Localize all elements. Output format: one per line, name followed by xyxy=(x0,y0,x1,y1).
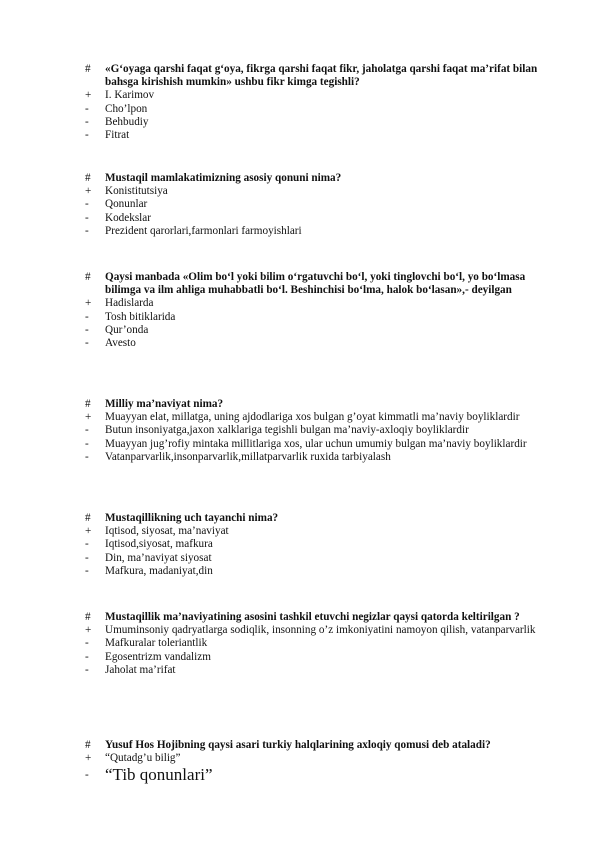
answer-option xyxy=(0,311,596,324)
answer-text: Vatanparvarlik,insonparvarlik,millatparvarlik ruxida tarbiyalash xyxy=(105,450,391,463)
answer-text: Butun insoniyatga,jaxon xalklariga tegishli bulgan ma’naviy-axloqiy boyliklardir xyxy=(105,424,469,437)
answer-text: Mafkura, madaniyat,din xyxy=(105,564,213,577)
question-marker: # xyxy=(85,512,91,524)
answer-marker: + xyxy=(85,185,92,198)
answer-text: Muayyan jug’rofiy mintaka millitlariga xos, ular uchun umumiy bulgan ma’naviy boyliklardir xyxy=(105,437,527,450)
answer-marker: - xyxy=(85,650,89,663)
answer-text: Qonunlar xyxy=(105,198,148,211)
answer-text: Mafkuralar toleriantlik xyxy=(105,637,208,650)
question-text: Yusuf Hos Hojibning qaysi asari turkiy halqlarining axloqiy qomusi deb ataladi? xyxy=(105,739,491,751)
answer-marker: - xyxy=(85,424,89,437)
question-block xyxy=(0,611,596,677)
question-line xyxy=(0,398,596,411)
answer-option xyxy=(0,89,596,102)
answer-marker: - xyxy=(85,437,89,450)
question-marker: # xyxy=(85,172,91,184)
answer-text: Hadislarda xyxy=(105,297,154,310)
answer-marker: + xyxy=(85,89,92,102)
answer-option xyxy=(0,651,596,664)
question-marker: # xyxy=(85,398,91,410)
answer-text: Prezident qarorlari,farmonlari farmoyishlari xyxy=(105,224,302,237)
answer-text: Muayyan elat, millatga, uning ajdodlariga xos bulgan g’oyat kimmatli ma’naviy boyliklardir xyxy=(105,411,520,424)
answer-option xyxy=(0,525,596,538)
answer-marker: - xyxy=(85,211,89,224)
answer-text: Behbudiy xyxy=(105,115,149,128)
answer-text: Iqtisod, siyosat, ma’naviyat xyxy=(105,525,229,538)
question-line xyxy=(0,611,596,624)
answer-marker: - xyxy=(85,224,89,237)
question-text: Mustaqillik ma’naviyatining asosini tashkil etuvchi negizlar qaysi qatorda keltirilgan ? xyxy=(105,611,520,623)
question-marker: # xyxy=(85,63,91,75)
question-line xyxy=(0,512,596,525)
answer-marker: - xyxy=(85,769,89,782)
answer-option xyxy=(0,324,596,337)
answer-option xyxy=(0,424,596,437)
answer-text: Avesto xyxy=(105,337,136,350)
question-text: Qaysi manbada «Olim bo‘l yoki bilim o‘rgatuvchi bo‘l, yoki tinglovchi bo‘l, yo bo‘lmasa bilimga va ilm ahliga muhabbatli bo‘l. Beshinchisi bo‘lma, halok bo‘lasan»,- deyilgan xyxy=(105,271,526,297)
question-line xyxy=(0,63,596,89)
question-block xyxy=(0,172,596,238)
answer-marker: - xyxy=(85,663,89,676)
answer-marker: - xyxy=(85,323,89,336)
answer-marker: + xyxy=(85,525,92,538)
answer-marker: - xyxy=(85,102,89,115)
answer-text: I. Karimov xyxy=(105,89,155,102)
answer-marker: + xyxy=(85,624,92,637)
answer-marker: - xyxy=(85,538,89,551)
answer-marker: - xyxy=(85,637,89,650)
answer-option xyxy=(0,129,596,142)
answer-text: Egosentrizm vandalizm xyxy=(105,650,211,663)
question-text: Mustaqil mamlakatimizning asosiy qonuni nima? xyxy=(105,172,342,184)
answer-text: “Tib qonunlari” xyxy=(105,765,213,785)
question-text: «G‘oyaga qarshi faqat g‘oya, fikrga qarshi faqat fikr, jaholatga qarshi faqat ma’rifat bilan bahsga kirishish mumkin» ushbu fikr kimga tegishli? xyxy=(105,63,538,89)
answer-option xyxy=(0,451,596,464)
question-block xyxy=(0,271,596,350)
question-marker: # xyxy=(85,271,91,283)
answer-option xyxy=(0,103,596,116)
answer-option xyxy=(0,297,596,310)
answer-text: Kodekslar xyxy=(105,211,151,224)
answer-option xyxy=(0,624,596,637)
question-block xyxy=(0,512,596,578)
answer-text: Tosh bitiklarida xyxy=(105,310,176,323)
answer-text: “Qutadg’u bilig” xyxy=(105,752,181,765)
answer-option xyxy=(0,337,596,350)
question-marker: # xyxy=(85,611,91,623)
answer-option xyxy=(0,538,596,551)
answer-option xyxy=(0,116,596,129)
answer-text: Umuminsoniy qadryatlarga sodiqlik, insonning o’z imkoniyatini namoyon qilish, vatanparvarlik xyxy=(105,624,536,637)
answer-option xyxy=(0,637,596,650)
answer-marker: + xyxy=(85,297,92,310)
answer-option xyxy=(0,225,596,238)
answer-text: Fitrat xyxy=(105,129,130,142)
question-text: Mustaqillikning uch tayanchi nima? xyxy=(105,512,279,524)
answer-marker: - xyxy=(85,551,89,564)
answer-option xyxy=(0,752,596,765)
answer-option xyxy=(0,664,596,677)
question-block xyxy=(0,63,596,142)
answer-option xyxy=(0,185,596,198)
answer-text: Konistitutsiya xyxy=(105,185,168,198)
answer-option xyxy=(0,411,596,424)
answer-marker: - xyxy=(85,129,89,142)
answer-marker: - xyxy=(85,450,89,463)
answer-option xyxy=(0,438,596,451)
question-line xyxy=(0,271,596,297)
answer-option xyxy=(0,765,596,785)
answer-text: Din, ma’naviyat siyosat xyxy=(105,551,212,564)
answer-text: Qur’onda xyxy=(105,323,149,336)
answer-option xyxy=(0,565,596,578)
question-marker: # xyxy=(85,739,91,751)
answer-option xyxy=(0,198,596,211)
question-line xyxy=(0,739,596,752)
answer-marker: - xyxy=(85,564,89,577)
answer-marker: - xyxy=(85,115,89,128)
answer-text: Iqtisod,siyosat, mafkura xyxy=(105,538,213,551)
question-block xyxy=(0,398,596,464)
answer-marker: - xyxy=(85,198,89,211)
answer-marker: + xyxy=(85,752,92,765)
answer-option xyxy=(0,552,596,565)
answer-marker: - xyxy=(85,337,89,350)
answer-marker: - xyxy=(85,310,89,323)
question-block xyxy=(0,739,596,785)
question-line xyxy=(0,172,596,185)
answer-text: Jaholat ma’rifat xyxy=(105,663,176,676)
answer-text: Cho’lpon xyxy=(105,102,148,115)
question-text: Milliy ma’naviyat nima? xyxy=(105,398,224,410)
answer-option xyxy=(0,212,596,225)
answer-marker: + xyxy=(85,411,92,424)
